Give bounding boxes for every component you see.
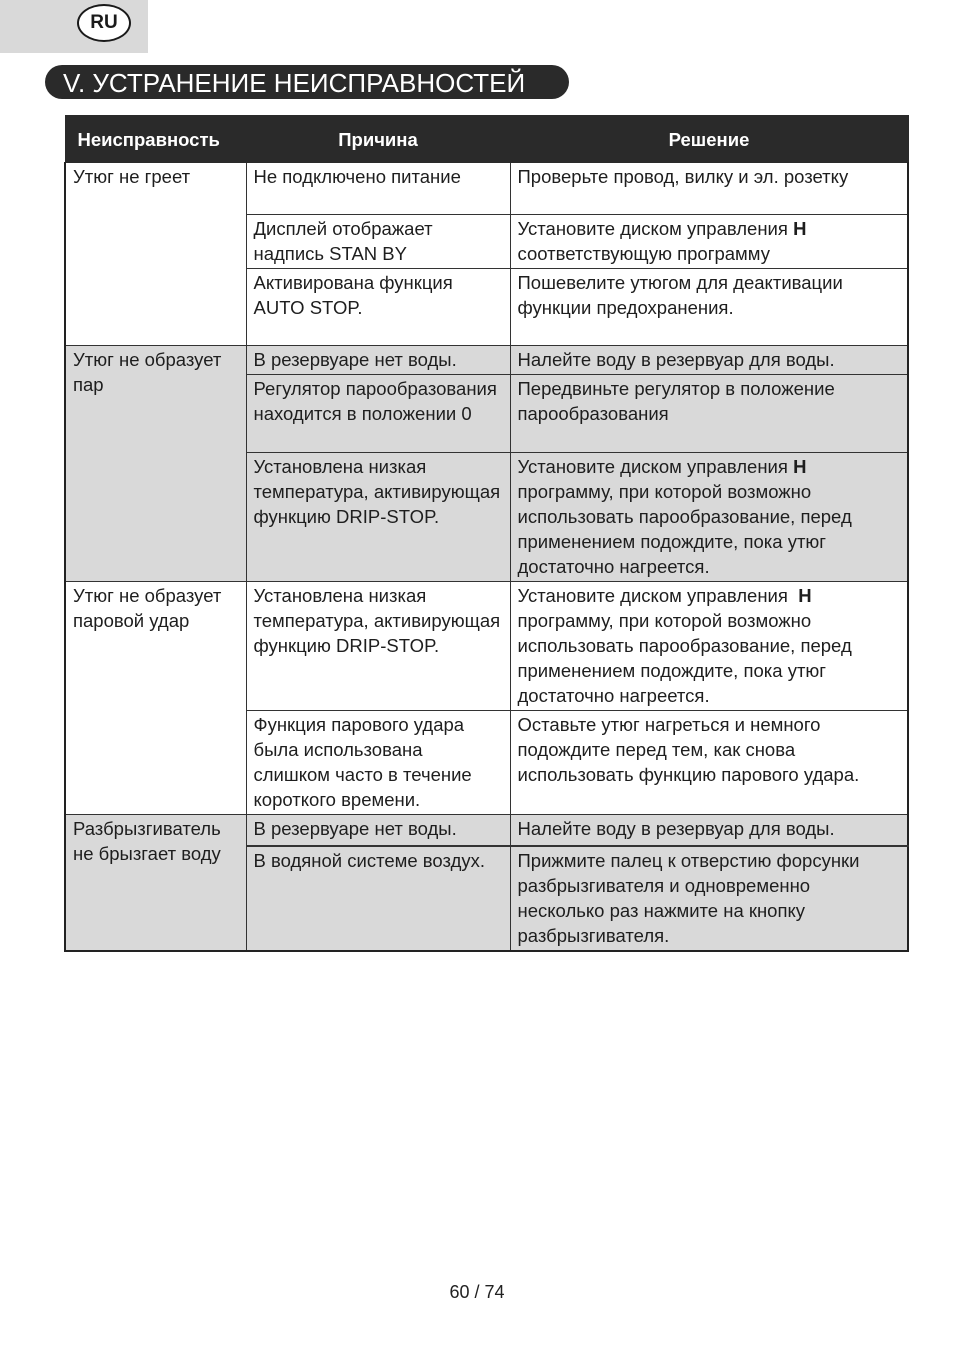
issue-cell: Утюг не греет xyxy=(65,163,246,346)
table-row xyxy=(65,815,908,846)
issue-cell: Утюг не образует паровой удар xyxy=(65,582,246,815)
column-header-solution: Решение xyxy=(510,116,908,163)
column-header-issue: Неисправность xyxy=(65,116,246,163)
solution-cell: Оставьте утюг нагреться и немного подождите перед тем, как снова использовать функцию парового удара. xyxy=(510,711,908,815)
cause-cell: Функция парового удара была использована слишком часто в течение короткого времени. xyxy=(246,711,510,815)
solution-cell: Проверьте провод, вилку и эл. розетку xyxy=(510,163,908,215)
language-badge: RU xyxy=(77,4,131,42)
page-number: 60 / 74 xyxy=(449,1282,505,1302)
cause-cell: Установлена низкая температура, активирующая функцию DRIP-STOP. xyxy=(246,453,510,582)
cause-cell: В резервуаре нет воды. xyxy=(246,346,510,375)
solution-cell: Установите диском управления H программу, при которой возможно использовать парообразование, перед применением подождите, пока утюг достаточно нагреется. xyxy=(510,582,908,711)
cause-cell: Регулятор парообразования находится в положении 0 xyxy=(246,375,510,453)
solution-cell: Налейте воду в резервуар для воды. xyxy=(510,346,908,375)
section-title: V. УСТРАНЕНИЕ НЕИСПРАВНОСТЕЙ xyxy=(45,65,569,99)
dial-label: H xyxy=(798,585,812,606)
cause-cell: Установлена низкая температура, активирующая функцию DRIP-STOP. xyxy=(246,582,510,711)
cause-cell: Не подключено питание xyxy=(246,163,510,215)
solution-cell: Передвиньте регулятор в положение парообразования xyxy=(510,375,908,453)
language-tab xyxy=(0,0,148,53)
cause-cell: Дисплей отображает надпись STAN BY xyxy=(246,215,510,269)
column-header-cause: Причина xyxy=(246,116,510,163)
solution-cell: Пошевелите утюгом для деактивации функции предохранения. xyxy=(510,269,908,346)
solution-cell: Установите диском управления H программу, при которой возможно использовать парообразование, перед применением подождите, пока утюг достаточно нагреется. xyxy=(510,453,908,582)
cause-cell: В резервуаре нет воды. xyxy=(246,815,510,846)
solution-cell: Установите диском управления H соответствующую программу xyxy=(510,215,908,269)
solution-cell: Налейте воду в резервуар для воды. xyxy=(510,815,908,846)
dial-label: H xyxy=(793,456,807,477)
table-header-row xyxy=(65,116,908,163)
table-row xyxy=(65,163,908,215)
table-row xyxy=(65,346,908,375)
dial-label: H xyxy=(793,218,807,239)
cause-cell: Активирована функция AUTO STOP. xyxy=(246,269,510,346)
issue-cell: Разбрызгиватель не брызгает воду xyxy=(65,815,246,951)
solution-cell: Прижмите палец к отверстию форсунки разбрызгивателя и одновременно несколько раз нажмите на кнопку разбрызгивателя. xyxy=(510,846,908,951)
table-row xyxy=(65,582,908,711)
issue-cell: Утюг не образует пар xyxy=(65,346,246,582)
cause-cell: В водяной системе воздух. xyxy=(246,846,510,951)
troubleshooting-table xyxy=(64,115,909,952)
